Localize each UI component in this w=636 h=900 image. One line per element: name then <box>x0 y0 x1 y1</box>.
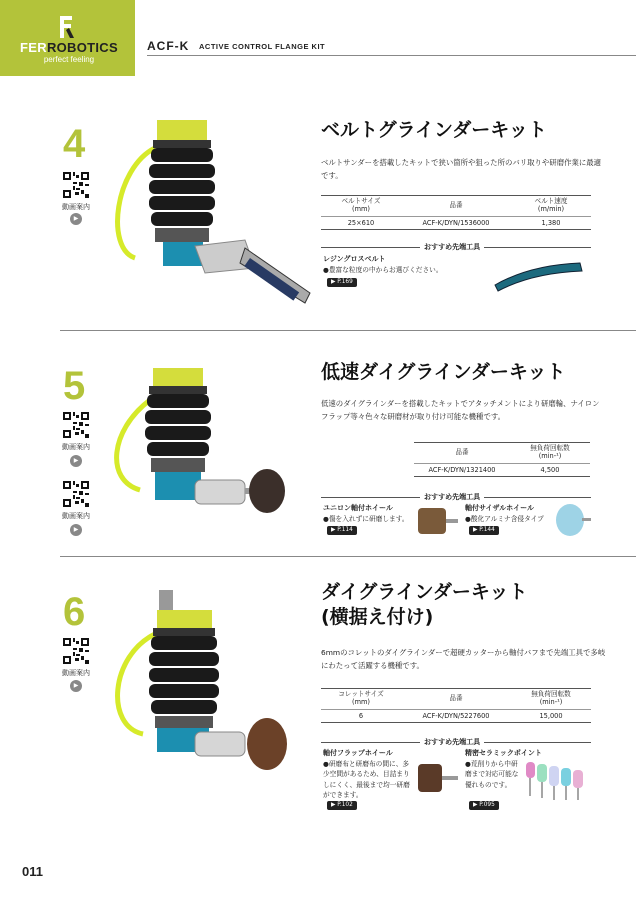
brand-mark-icon <box>58 14 76 40</box>
header-divider <box>147 55 636 56</box>
col-no-load-speed: 無負荷回転数 (min-¹) <box>510 443 590 464</box>
tool-name: 軸付フラップホイール <box>323 749 393 757</box>
section-number: 5 <box>63 364 86 408</box>
cell-collet-size: 6 <box>321 709 401 722</box>
tool-name: レジングロスベルト <box>323 255 386 263</box>
cell-no-load-speed: 4,500 <box>510 463 590 476</box>
qr-code-icon[interactable] <box>63 172 89 198</box>
resin-cloth-belt-image <box>490 255 590 295</box>
qr-code-icon[interactable] <box>63 412 89 438</box>
page-reference[interactable]: ▶ P.169 <box>327 278 357 287</box>
section-title-line2: (横据え付け) <box>321 605 434 628</box>
cell-part-no: ACF-K/DYN/1321400 <box>414 463 510 476</box>
section-description: ベルトサンダーを搭載したキットで狭い箇所や狙った所のバリ取りや研磨作業に最適です。 <box>321 158 602 180</box>
col-belt-speed: ベルト速度 (m/min) <box>511 196 591 217</box>
brand-name: FERROBOTICS <box>20 40 118 55</box>
tool-description: ●荒削りから中研磨まで対応可能な優れものです。 <box>465 760 519 789</box>
col-part-no: 品番 <box>401 196 511 217</box>
cell-part-no: ACF-K/DYN/1536000 <box>401 216 511 229</box>
horizontal-die-grinder-kit-image <box>95 586 305 786</box>
cell-part-no: ACF-K/DYN/5227600 <box>401 709 511 722</box>
qr-code-icon[interactable] <box>63 481 89 507</box>
col-part-no: 品番 <box>401 689 511 710</box>
section-title: 低速ダイグラインダーキット <box>321 361 566 383</box>
flap-wheel-image <box>414 758 460 798</box>
section-divider <box>60 330 636 331</box>
section-description: 低速のダイグラインダーを搭載したキットでアタッチメントにより研磨輪、ナイロンフラップ等々色々な研磨材が取り付け可能な機種です。 <box>321 399 600 421</box>
recommended-tools-label: おすすめ先端工具 <box>420 492 484 502</box>
page-number: 011 <box>22 864 43 879</box>
play-icon[interactable]: ▶ <box>70 213 82 225</box>
spec-table <box>321 195 591 230</box>
section-title-line1: ダイグラインダーキット <box>321 581 528 603</box>
tool-name: ユニロン軸付ホイール <box>323 504 393 512</box>
video-guide-label: 動画案内 <box>62 512 90 520</box>
tool-description: ●研磨布と研磨布の間に、多少空間があるため、目詰まりしにくく、最後まで均一研磨ができます。 <box>323 760 410 800</box>
tool-name: 精密セラミックポイント <box>465 749 542 757</box>
belt-grinder-kit-image <box>95 108 325 316</box>
cell-no-load-speed: 15,000 <box>511 709 591 722</box>
tool-description: ●傷を入れずに研磨します。 <box>323 515 409 523</box>
tool-description: ●酸化アルミナ含侵タイプ <box>465 515 544 523</box>
low-speed-die-grinder-kit-image <box>95 360 295 520</box>
product-code: ACF-K <box>147 39 190 53</box>
section-description: 6mmのコレットのダイグラインダーで超硬カッターから軸付バフまで先端工具で多岐にわたって活躍する機種です。 <box>321 648 606 670</box>
sisal-wheel-image <box>552 500 592 540</box>
cell-belt-speed: 1,380 <box>511 216 591 229</box>
section-divider <box>60 556 636 557</box>
section-number: 4 <box>63 122 86 166</box>
page-reference[interactable]: ▶ P.102 <box>327 801 357 810</box>
spec-table <box>414 442 590 477</box>
product-title: ACTIVE CONTROL FLANGE KIT <box>199 42 326 51</box>
recommended-tools-label: おすすめ先端工具 <box>420 737 484 747</box>
page-reference[interactable]: ▶ P.144 <box>469 526 499 535</box>
page-reference[interactable]: ▶ P.114 <box>327 526 357 535</box>
section-number: 6 <box>63 590 86 634</box>
play-icon[interactable]: ▶ <box>70 455 82 467</box>
section-title: ベルトグラインダーキット <box>321 119 547 141</box>
tool-name: 軸付サイザルホイール <box>465 504 535 512</box>
col-collet-size: コレットサイズ (mm) <box>321 689 401 710</box>
col-no-load-speed: 無負荷回転数 (min-¹) <box>511 689 591 710</box>
brand-logo-panel <box>0 0 135 76</box>
play-icon[interactable]: ▶ <box>70 680 82 692</box>
col-belt-size: ベルトサイズ (mm) <box>321 196 401 217</box>
spec-table <box>321 688 591 723</box>
qr-code-icon[interactable] <box>63 638 89 664</box>
cell-belt-size: 25×610 <box>321 216 401 229</box>
ceramic-point-image <box>520 756 590 802</box>
video-guide-label: 動画案内 <box>62 203 90 211</box>
col-part-no: 品番 <box>414 443 510 464</box>
recommended-tools-label: おすすめ先端工具 <box>420 242 484 252</box>
brand-tagline: perfect feeling <box>43 55 95 64</box>
video-guide-label: 動画案内 <box>62 443 90 451</box>
video-guide-label: 動画案内 <box>62 669 90 677</box>
section-title <box>321 580 528 629</box>
unilon-wheel-image <box>414 500 460 540</box>
page-reference[interactable]: ▶ P.095 <box>469 801 499 810</box>
play-icon[interactable]: ▶ <box>70 524 82 536</box>
tool-description: ●豊富な粒度の中からお選びください。 <box>323 266 443 274</box>
